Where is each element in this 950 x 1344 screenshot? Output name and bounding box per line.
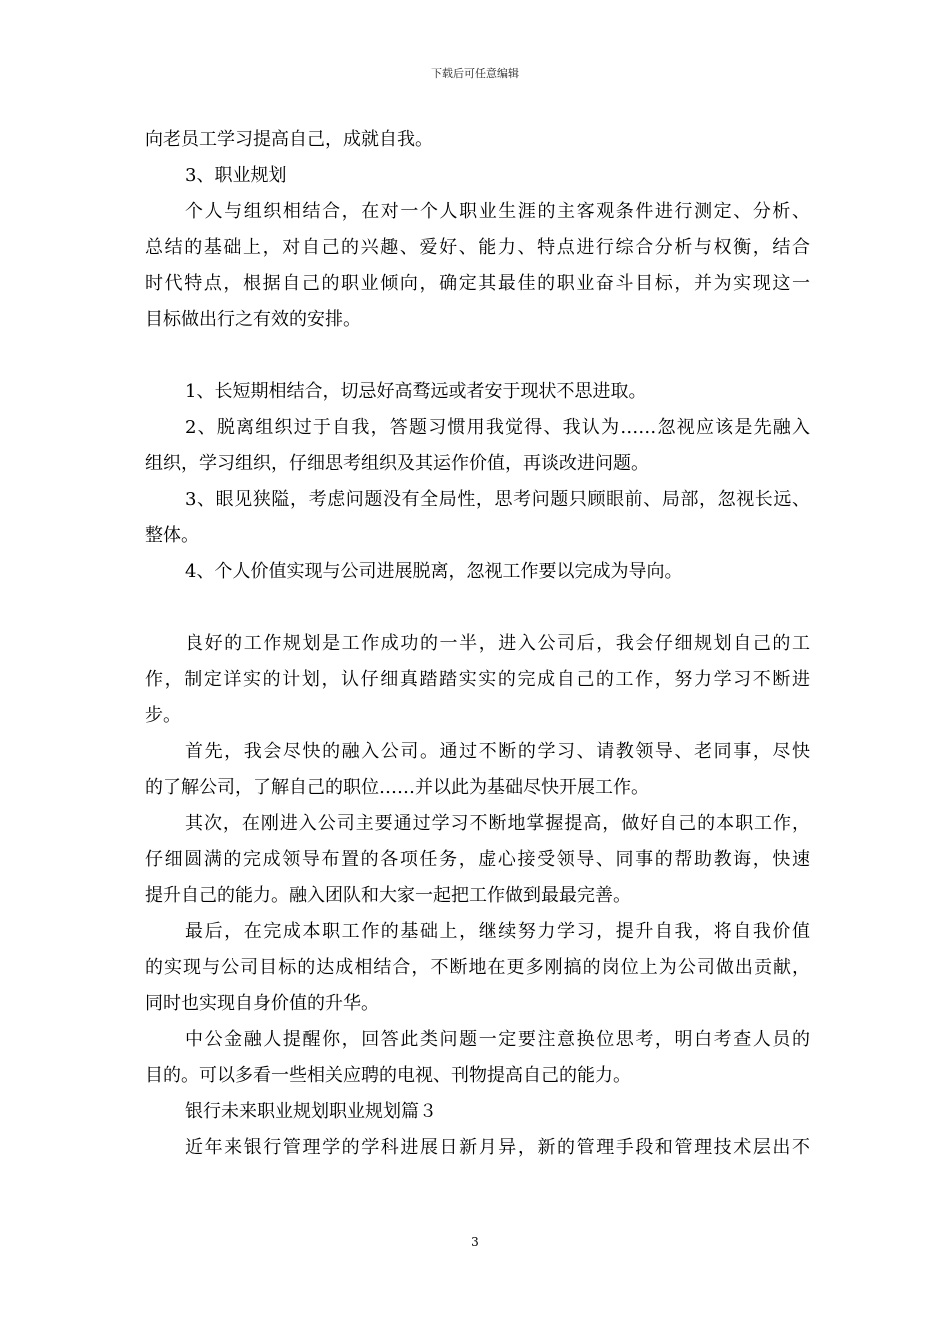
document-body xyxy=(145,122,810,1166)
text-line: 总结的基础上，对自己的兴趣、爱好、能力、特点进行综合分析与权衡，结合 xyxy=(145,237,810,258)
text-line: 组织，学习组织，仔细思考组织及其运作价值，再谈改进问题。 xyxy=(145,453,649,474)
blank-line xyxy=(145,590,810,626)
section-heading: 3、职业规划 xyxy=(185,165,287,186)
section-heading: 银行未来职业规划职业规划篇３ xyxy=(185,1101,437,1122)
page-number: 3 xyxy=(471,1235,479,1249)
page-header: 下载后可任意编辑 xyxy=(431,67,519,80)
list-item: 4、个人价值实现与公司进展脱离，忽视工作要以完成为导向。 xyxy=(185,561,683,582)
text-line: 向老员工学习提高自己，成就自我。 xyxy=(145,129,433,150)
text-line: 近年来银行管理学的学科进展日新月异，新的管理手段和管理技术层出不 xyxy=(185,1137,810,1158)
text-line: 作，制定详实的计划，认仔细真踏踏实实的完成自己的工作，努力学习不断进 xyxy=(145,669,810,690)
text-line: 最后，在完成本职工作的基础上，继续努力学习，提升自我，将自我价值 xyxy=(185,921,810,942)
list-item: 1、长短期相结合，切忌好高骛远或者安于现状不思进取。 xyxy=(185,381,647,402)
text-line: 提升自己的能力。融入团队和大家一起把工作做到最最完善。 xyxy=(145,885,631,906)
text-line: 其次，在刚进入公司主要通过学习不断地掌握提高，做好自己的本职工作， xyxy=(185,813,810,834)
text-line: 的了解公司，了解自己的职位……并以此为基础尽快开展工作。 xyxy=(145,777,649,798)
blank-line xyxy=(145,338,810,374)
text-line: 仔细圆满的完成领导布置的各项任务，虚心接受领导、同事的帮助教诲，快速 xyxy=(145,849,810,870)
list-item: 2、脱离组织过于自我，答题习惯用我觉得、我认为……忽视应该是先融入 xyxy=(185,417,810,438)
text-line: 个人与组织相结合，在对一个人职业生涯的主客观条件进行测定、分析、 xyxy=(185,201,810,222)
text-line: 同时也实现自身价值的升华。 xyxy=(145,993,379,1014)
list-item: 3、眼见狭隘，考虑问题没有全局性，思考问题只顾眼前、局部，忽视长远、 xyxy=(185,489,810,510)
text-line: 良好的工作规划是工作成功的一半，进入公司后，我会仔细规划自己的工 xyxy=(185,633,810,654)
text-line: 中公金融人提醒你，回答此类问题一定要注意换位思考，明白考查人员的 xyxy=(185,1029,810,1050)
text-line: 时代特点，根据自己的职业倾向，确定其最佳的职业奋斗目标，并为实现这一 xyxy=(145,273,810,294)
text-line: 整体。 xyxy=(145,525,199,546)
text-line: 目的。可以多看一些相关应聘的电视、刊物提高自己的能力。 xyxy=(145,1065,631,1086)
text-line: 目标做出行之有效的安排。 xyxy=(145,309,361,330)
text-line: 的实现与公司目标的达成相结合，不断地在更多刚搞的岗位上为公司做出贡献， xyxy=(145,957,810,978)
text-line: 首先，我会尽快的融入公司。通过不断的学习、请教领导、老同事，尽快 xyxy=(185,741,810,762)
text-line: 步。 xyxy=(145,705,181,726)
